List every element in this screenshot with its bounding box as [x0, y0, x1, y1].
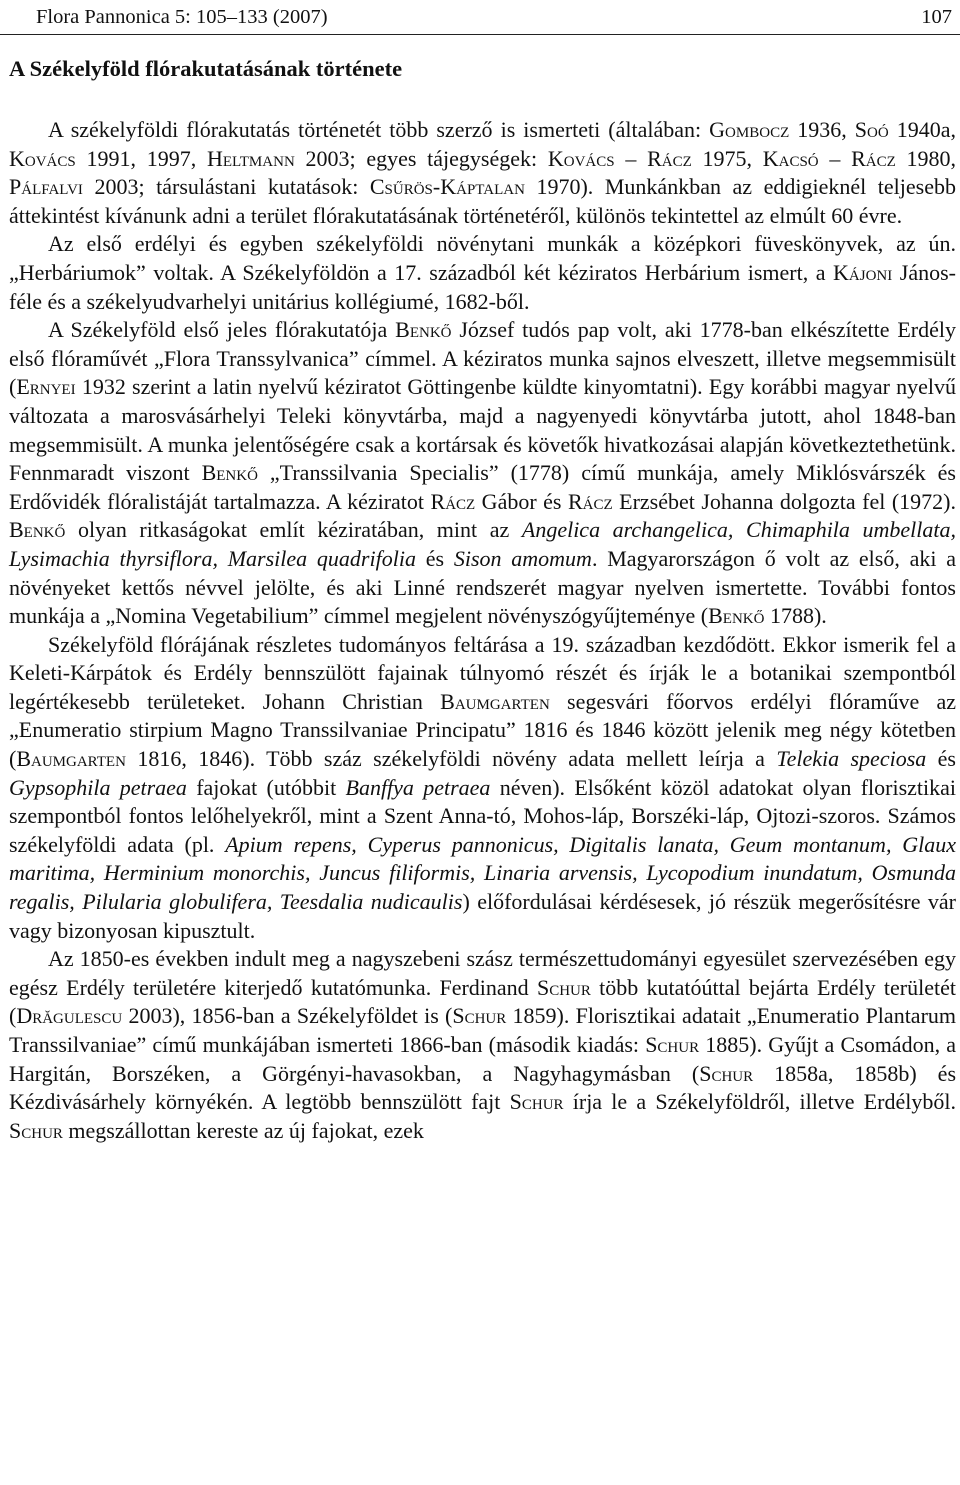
running-header [0, 0, 960, 35]
text-run: 1980, [895, 145, 957, 171]
text-run: 1940a, [888, 117, 956, 142]
text-run: – [614, 145, 648, 171]
author-name: Rácz [647, 145, 692, 171]
author-name: Schur [509, 1089, 564, 1115]
text-run: Székelyföld flórájának részletes tudományos feltárása a 19. században kezdődött. Ekkor ismerik fel a Keleti-Kárpátok és Erdély bennszülött fajainak túlnyomó részét és írják le a botanikai szempontból legértékesebb területeket. Johann Christian [9, 631, 956, 714]
paragraph [9, 631, 956, 946]
author-name: Ernyei [16, 374, 76, 400]
text-run: 1859). Florisztikai adatait „Enumeratio Plantarum Transsilvaniae” című munkájában ismerteti 1866-ban (második kiadás: [9, 1003, 957, 1057]
author-name: Benkő [201, 460, 258, 486]
paragraph [9, 316, 956, 631]
text-run: Erzsébet Johanna dolgozta fel (1972). [612, 488, 956, 514]
author-name: Heltmann [206, 145, 295, 171]
text-run: segesvári főorvos erdélyi flóraműve az „Enumeratio stirpium Magno Transsilvaniae Principatu” 1816 és 1846 között jelenik meg négy kötetben ( [9, 688, 956, 772]
paragraph [9, 230, 956, 316]
author-name: Kovács [9, 145, 76, 171]
text-run: – [818, 145, 852, 171]
text-run: ) előfordulásai kérdésesek, jó részük megerősítésre vár vagy bizonyosan kipusztult. [9, 889, 956, 943]
text-run: Az első erdélyi és egyben székelyföldi növénytani munkák a középkori füveskönyvek, az ún. „Herbáriumok” voltak. A Székelyföldön a 17. századból két kéziratos Herbárium ismert, a [9, 231, 956, 285]
text-run: 2003; társulástani kutatások: [82, 174, 370, 200]
author-name: Drăgulescu [16, 1003, 123, 1029]
author-name: Rácz [567, 488, 613, 514]
author-name: Kájoni [833, 259, 893, 285]
author-name: Soó [854, 117, 889, 142]
author-name: Csűrös-Káptalan [369, 174, 525, 200]
author-name: Schur [536, 974, 591, 1000]
text-run: írja le a Székelyföldről, illetve Erdélyből. [563, 1089, 956, 1115]
species-name: Sison amomum [453, 545, 592, 571]
author-name: Rácz [430, 488, 476, 514]
paragraph [9, 116, 956, 230]
text-run: János-féle és a székelyudvarhelyi unitárius kollégiumé, 1682-ből. [9, 259, 956, 314]
author-name: Benkő [708, 603, 765, 629]
species-name: Telekia speciosa [776, 746, 927, 772]
paragraph [9, 945, 956, 1145]
page-number: 107 [921, 6, 952, 28]
author-name: Schur [452, 1003, 507, 1029]
text-run: olyan ritkaságokat említ kéziratában, mint az [65, 517, 522, 543]
species-name: Angelica archangelica, Chimaphila umbellata, Lysimachia thyrsiflora, Marsilea quadrifolia [9, 517, 957, 571]
text-run: megszállottan kereste az új fajokat, ezek [62, 1117, 424, 1143]
journal-citation: Flora Pannonica 5: 105–133 (2007) [36, 6, 328, 28]
text-run: 1788). [764, 603, 827, 629]
text-run: 1970). Munkánkban az eddigieknél teljesebb áttekintést kívánunk adni a terület flórakutatásának történetéről, különös tekintettel az elmúlt 60 évre. [9, 174, 956, 228]
species-name: Apium repens, Cyperus pannonicus, Digitalis lanata, Geum montanum, Glaux maritima, Herminium monorchis, Juncus filiformis, Linaria arvensis, Lycopodium inundatum, Osmunda regalis, Pilularia globulifera, Teesdalia nudicaulis [9, 831, 956, 915]
author-name: Rácz [851, 145, 896, 171]
author-name: Gombocz [709, 117, 790, 142]
author-name: Benkő [9, 517, 66, 543]
author-name: Benkő [395, 317, 452, 343]
text-run: 1991, 1997, [75, 145, 207, 171]
text-run: Gábor és [475, 488, 568, 514]
author-name: Pálfalvi [9, 174, 83, 200]
text-run: A Székelyföld első jeles flórakutatója [48, 317, 396, 343]
author-name: Kovács [547, 145, 615, 171]
species-name: Gypsophila petraea [9, 774, 187, 800]
text-run: és [415, 545, 454, 571]
text-run: 1932 szerint a latin nyelvű kéziratot Göttingenbe küldte kinyomtatni). Egy korábbi magyar nyelvű változata a marosvásárhelyi Teleki könyvtárba, majd a nagyenyedi könyvtárba jutott, ahol 1848-ban megsemmisült. A munka jelentőségére csak a kortársak és követők hivatkozásai alapján következtethetünk. Fennmaradt viszont [9, 374, 956, 486]
text-run: 1858a, 1858b) és Kézdivásárhely környékén. A legtöbb bennszülött fajt [9, 1060, 957, 1115]
text-run: „Transsilvania Specialis” (1778) című munkája, amely Miklósvárszék és Erdővidék flóralistáját tartalmazza. A kéziratot [9, 460, 956, 514]
text-run: 2003), 1856-ban a Székelyföldet is ( [122, 1003, 453, 1029]
text-run: 1936, [789, 117, 855, 142]
text-run: és [926, 746, 956, 772]
author-name: Schur [645, 1032, 700, 1057]
text-run: néven). Elsőként közöl adatokat olyan florisztikai szempontból fontos lelőhelyekről, mint a Szent Anna-tó, Mohos-láp, Borszéki-láp, Ojtozi-szoros. Számos székelyföldi adata (pl. [9, 774, 956, 857]
author-name: Kacsó [762, 145, 819, 171]
text-run: több kutatóúttal bejárta Erdély területét ( [9, 974, 956, 1029]
text-run: Az 1850-es években indult meg a nagyszebeni szász természettudományi egyesület szervezésében egy egész Erdély területére kiterjedő kutatómunka. Ferdinand [9, 946, 956, 1000]
text-run: József tudós pap volt, aki 1778-ban elkészítette Erdély első flóraművét „Flora Transsylvanica” címmel. A kéziratos munka sajnos elveszett, illetve megsemmisült ( [9, 317, 956, 400]
author-name: Schur [699, 1060, 754, 1086]
author-name: Baumgarten [16, 746, 126, 772]
author-name: Baumgarten [440, 688, 550, 714]
text-run: 1975, [691, 145, 763, 171]
section-title: A Székelyföld flórakutatásának története [9, 56, 403, 81]
author-name: Schur [9, 1117, 63, 1143]
text-run: fajokat (utóbbit [186, 774, 346, 800]
body-text [9, 116, 956, 1145]
species-name: Banffya petraea [345, 774, 491, 800]
text-run: A székelyföldi flórakutatás történetét több szerző is ismerteti (általában: [48, 117, 710, 142]
text-run: 2003; egyes tájegységek: [294, 145, 548, 171]
text-run: 1885). Gyűjt a Csomádon, a Hargitán, Borszéken, a Görgényi-havasokban, a Nagyhagymásban ( [9, 1032, 956, 1086]
text-run: 1816, 1846). Több száz székelyföldi növény adata mellett leírja a [125, 746, 777, 772]
text-run: . Magyarországon ő volt az első, aki a növényeket kettős névvel jelölte, és aki Linné rendszerét magyar nyelven ismertette. További fontos munkája a „Nomina Vegetabilium” címmel megjelent növényszógyűjteménye ( [9, 545, 956, 629]
